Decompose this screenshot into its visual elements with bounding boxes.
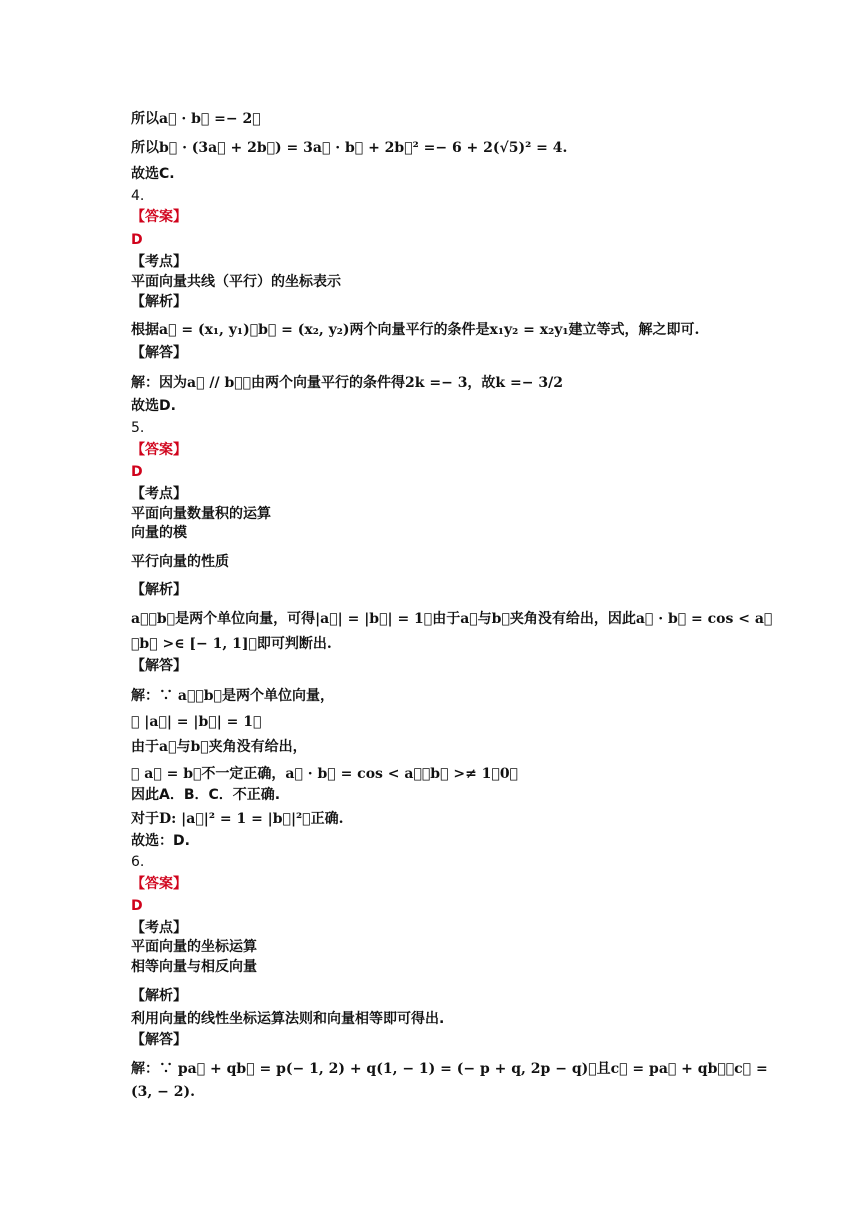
text-line: a⃗，b⃗是两个单位向量，可得|a⃗| = |b⃗| = 1，由于a⃗与b⃗夹角没有给出，因此a⃗ · b⃗ = cos < a⃗ [131,611,773,627]
question-number: 6. [131,854,145,870]
text-line: 对于D: |a⃗|² = 1 = |b⃗|²，正确. [131,811,344,827]
text-line: 平面向量共线（平行）的坐标表示 [131,274,341,290]
text-line: 因此A．B．C．不正确. [131,787,281,803]
text-line: 平面向量数量积的运算 [131,506,271,522]
section-heading: 【解析】 [131,582,187,598]
text-line: 解：∵ pa⃗ + qb⃗ = p(− 1, 2) + q(1, − 1) = (− p + q, 2p − q)，且c⃗ = pa⃗ + qb⃗，c⃗ = [131,1061,768,1077]
text-line: 故选C. [131,166,175,182]
answer-heading: 【答案】 [131,209,187,225]
section-heading: 【考点】 [131,254,187,270]
text-line: 由于a⃗与b⃗夹角没有给出， [131,739,307,755]
text-line: ∴ a⃗ = b⃗不一定正确，a⃗ · b⃗ = cos < a⃗，b⃗ >≠ 1，0， [131,766,518,782]
text-line: 相等向量与相反向量 [131,959,257,975]
equation-line: 所以b⃗ · (3a⃗ + 2b⃗) = 3a⃗ · b⃗ + 2b⃗² =− 6 + 2(√5)² = 4. [131,140,568,156]
section-heading: 【解答】 [131,345,187,361]
text-line: 根据a⃗ = (x₁, y₁)，b⃗ = (x₂, y₂)两个向量平行的条件是x₁y₂ = x₂y₁建立等式，解之即可. [131,322,700,338]
text-line: 向量的模 [131,525,187,541]
section-heading: 【解答】 [131,658,187,674]
section-heading: 【考点】 [131,920,187,936]
section-heading: 【解答】 [131,1032,187,1048]
text-line: 解：∵ a⃗，b⃗是两个单位向量， [131,688,334,704]
answer-value: D [131,898,143,914]
text-line: 平面向量的坐标运算 [131,939,257,955]
text-line: 故选：D. [131,833,190,849]
text-line: ∴ |a⃗| = |b⃗| = 1， [131,714,262,730]
text-line: 所以a⃗ · b⃗ =− 2， [131,111,261,127]
question-number: 4. [131,188,145,204]
text-line: 平行向量的性质 [131,554,229,570]
answer-value: D [131,464,143,480]
text-line: 故选D. [131,398,176,414]
answer-value: D [131,232,143,248]
section-heading: 【解析】 [131,294,187,310]
question-number: 5. [131,420,145,436]
text-line: 利用向量的线性坐标运算法则和向量相等即可得出. [131,1011,445,1027]
section-heading: 【考点】 [131,486,187,502]
text-line: 解：因为a⃗ // b⃗，由两个向量平行的条件得2k =− 3，故k =− 3/2 [131,375,563,391]
answer-heading: 【答案】 [131,876,187,892]
section-heading: 【解析】 [131,988,187,1004]
text-line: (3, − 2). [131,1084,195,1100]
text-line: ，b⃗ >∈ [− 1, 1]，即可判断出. [131,636,332,652]
answer-heading: 【答案】 [131,442,187,458]
